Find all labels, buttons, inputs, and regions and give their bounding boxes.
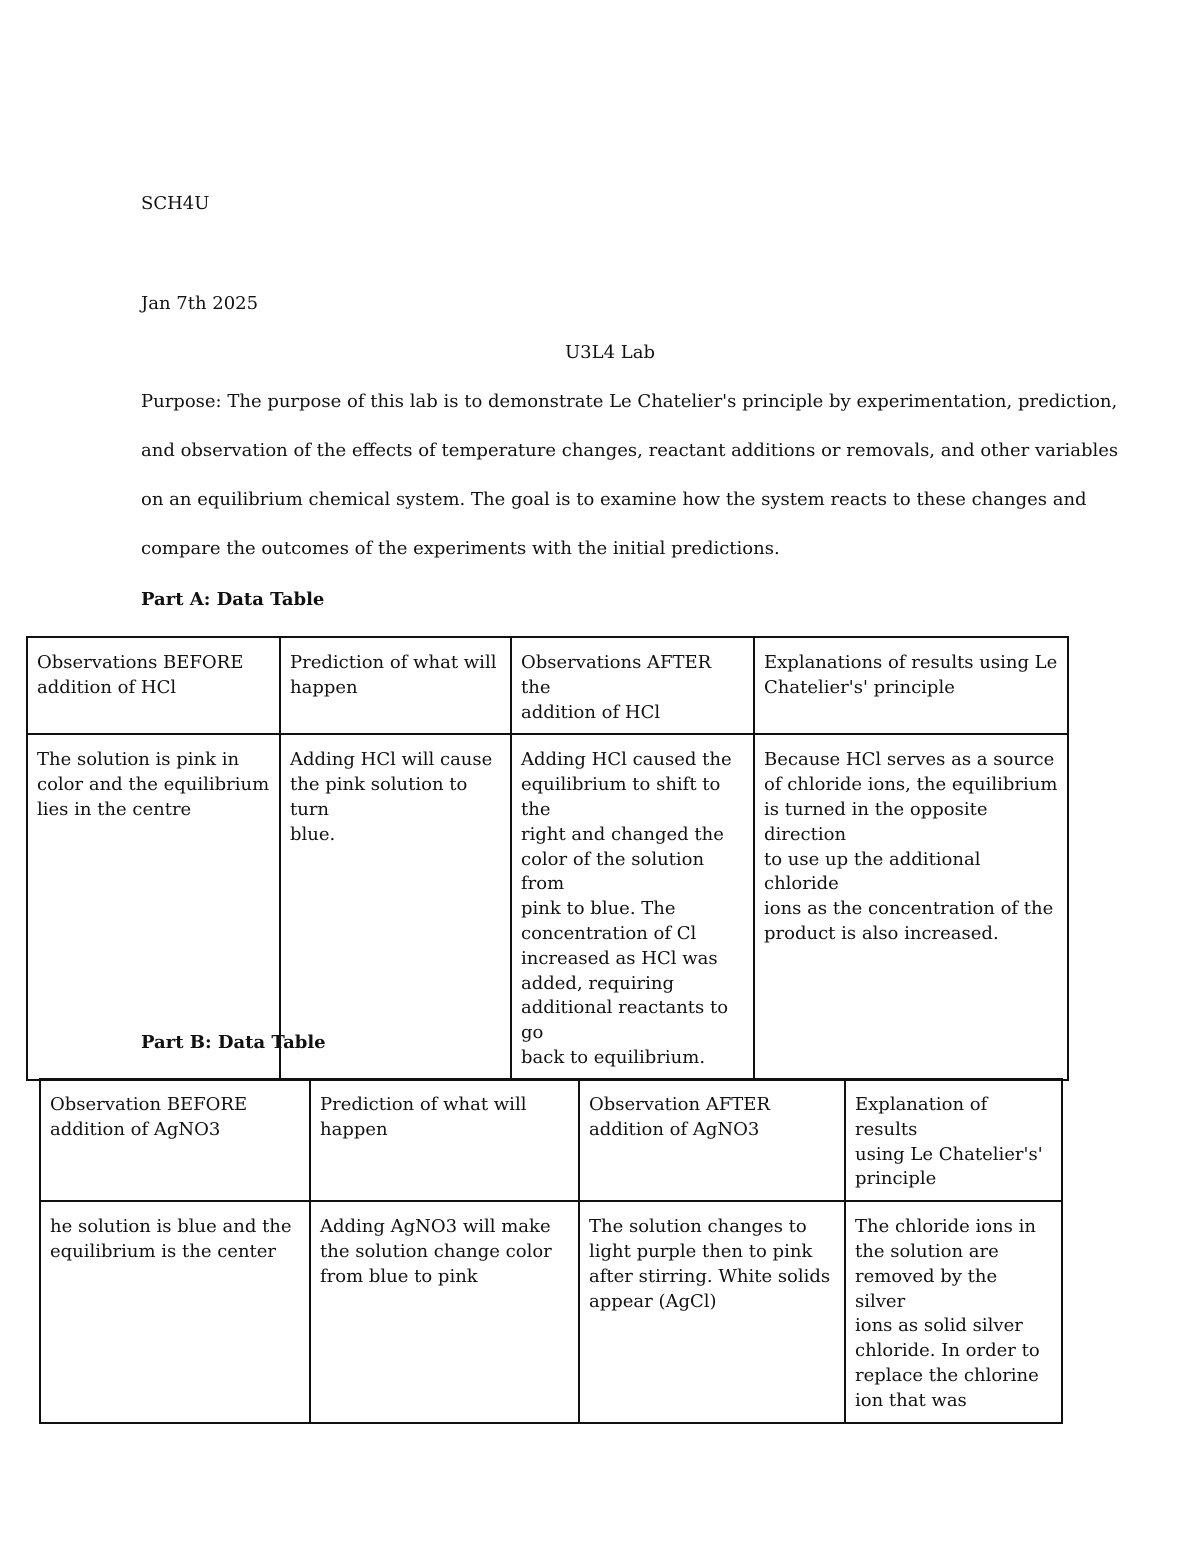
purpose-line: Purpose: The purpose of this lab is to demonstrate Le Chatelier's principle by experimentation, prediction, — [141, 391, 1118, 412]
table-cell: Because HCl serves as a source of chloride ions, the equilibrium is turned in the opposite direction to use up the additional chloride ions as the concentration of the product is also increased. — [754, 734, 1068, 1079]
page-title: U3L4 Lab — [565, 342, 655, 363]
header-cell: Explanations of results using Le Chatelier's' principle — [754, 637, 1068, 734]
purpose-line: on an equilibrium chemical system. The goal is to examine how the system reacts to these changes and — [141, 489, 1087, 510]
table-row — [27, 734, 1068, 1079]
purpose-line: and observation of the effects of temperature changes, reactant additions or removals, and other variables — [141, 440, 1119, 461]
header-cell: Observations AFTER the addition of HCl — [511, 637, 754, 734]
part-a-data-table — [26, 636, 1069, 1081]
table-cell: Adding HCl caused the equilibrium to shift to the right and changed the color of the solution from pink to blue. The concentration of Cl increased as HCl was added, requiring additional reactants to go back to equilibrium. — [511, 734, 754, 1079]
table-cell: The chloride ions in the solution are removed by the silver ions as solid silver chloride. In order to replace the chlorine ion that was — [845, 1201, 1062, 1422]
course-code: SCH4U — [141, 193, 210, 214]
table-cell: The solution is pink in color and the equilibrium lies in the centre — [27, 734, 280, 1079]
table-row — [40, 1201, 1062, 1422]
header-cell: Explanation of results using Le Chatelier's' principle — [845, 1079, 1062, 1201]
table-cell: Adding AgNO3 will make the solution change color from blue to pink — [310, 1201, 579, 1422]
table-header-row — [27, 637, 1068, 734]
table-cell: The solution changes to light purple then to pink after stirring. White solids appear (AgCl) — [579, 1201, 845, 1422]
report-date: Jan 7th 2025 — [141, 293, 259, 314]
table-cell: Adding HCl will cause the pink solution to turn blue. — [280, 734, 511, 1079]
header-cell: Prediction of what will happen — [310, 1079, 579, 1201]
purpose-line: compare the outcomes of the experiments with the initial predictions. — [141, 538, 780, 559]
part-a-heading: Part A: Data Table — [141, 589, 325, 610]
part-b-data-table — [39, 1078, 1063, 1424]
table-cell: he solution is blue and the equilibrium is the center — [40, 1201, 310, 1422]
header-cell: Prediction of what will happen — [280, 637, 511, 734]
table-header-row — [40, 1079, 1062, 1201]
header-cell: Observation AFTER addition of AgNO3 — [579, 1079, 845, 1201]
header-cell: Observations BEFORE addition of HCl — [27, 637, 280, 734]
header-cell: Observation BEFORE addition of AgNO3 — [40, 1079, 310, 1201]
part-b-heading: Part B: Data Table — [141, 1032, 326, 1053]
